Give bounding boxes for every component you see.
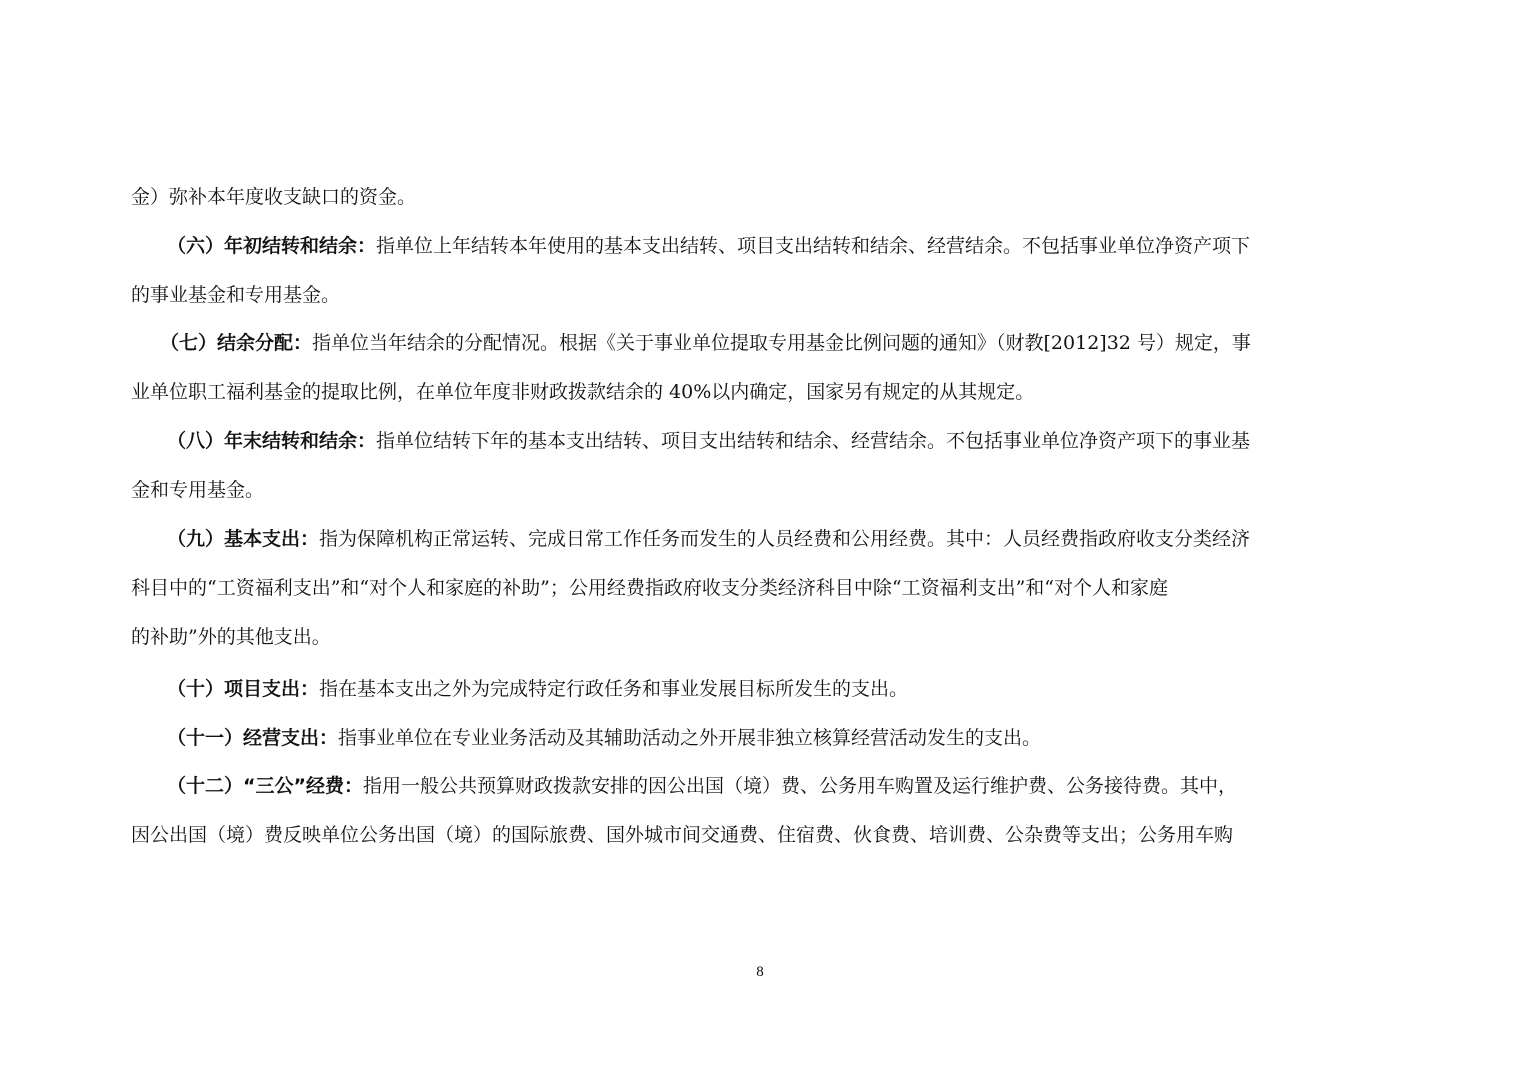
paragraph-line (160, 330, 1251, 356)
line-text: 指单位当年结余的分配情况。根据《关于事业单位提取专用基金比例问题的通知》（财教[2012]32 号）规定，事 (312, 332, 1251, 354)
line-text: 的补助”外的其他支出。 (131, 626, 331, 648)
paragraph-line (167, 233, 1250, 259)
line-text: 科目中的“工资福利支出”和“对个人和家庭的补助”；公用经费指政府收支分类经济科目中除“工资福利支出”和“对个人和家庭 (131, 577, 1168, 599)
line-text: 指为保障机构正常运转、完成日常工作任务而发生的人员经费和公用经费。其中：人员经费指政府收支分类经济 (319, 528, 1251, 550)
paragraph-line (131, 822, 1233, 848)
line-text: 金和专用基金。 (131, 479, 265, 501)
line-text: 指事业单位在专业业务活动及其辅助活动之外开展非独立核算经营活动发生的支出。 (338, 727, 1042, 749)
line-text: 指单位上年结转本年使用的基本支出结转、项目支出结转和结余、经营结余。不包括事业单位净资产项下 (376, 235, 1251, 257)
paragraph-line (131, 575, 1168, 601)
paragraph-line (167, 428, 1250, 454)
line-text: 指在基本支出之外为完成特定行政任务和事业发展目标所发生的支出。 (319, 678, 909, 700)
term-heading: （十一）经营支出： (167, 727, 339, 749)
line-text: 金）弥补本年度收支缺口的资金。 (131, 186, 417, 208)
line-text: 指单位结转下年的基本支出结转、项目支出结转和结余、经营结余。不包括事业单位净资产项下的事业基 (376, 430, 1251, 452)
term-heading: （十二）“三公”经费： (167, 775, 363, 797)
page-number: 8 (756, 964, 764, 980)
paragraph-line (167, 526, 1250, 552)
line-text: 因公出国（境）费反映单位公务出国（境）的国际旅费、国外城市间交通费、住宿费、伙食费、培训费、公杂费等支出；公务用车购 (131, 824, 1234, 846)
term-heading: （八）年末结转和结余： (167, 430, 377, 452)
paragraph-line (131, 282, 340, 308)
term-heading: （九）基本支出： (167, 528, 320, 550)
paragraph-line (131, 184, 416, 210)
line-text: 业单位职工福利基金的提取比例，在单位年度非财政拨款结余的 40%以内确定，国家另有规定的从其规定。 (131, 381, 1035, 403)
paragraph-line (167, 676, 908, 702)
paragraph-line (167, 773, 1237, 799)
paragraph-line (131, 477, 264, 503)
line-text: 指用一般公共预算财政拨款安排的因公出国（境）费、公务用车购置及运行维护费、公务接待费。其中， (362, 775, 1237, 797)
paragraph-line (167, 725, 1041, 751)
term-heading: （六）年初结转和结余： (167, 235, 377, 257)
term-heading: （十）项目支出： (167, 678, 320, 700)
line-text: 的事业基金和专用基金。 (131, 284, 341, 306)
paragraph-line (131, 624, 331, 650)
paragraph-line (131, 379, 1034, 405)
term-heading: （七）结余分配： (160, 332, 313, 354)
